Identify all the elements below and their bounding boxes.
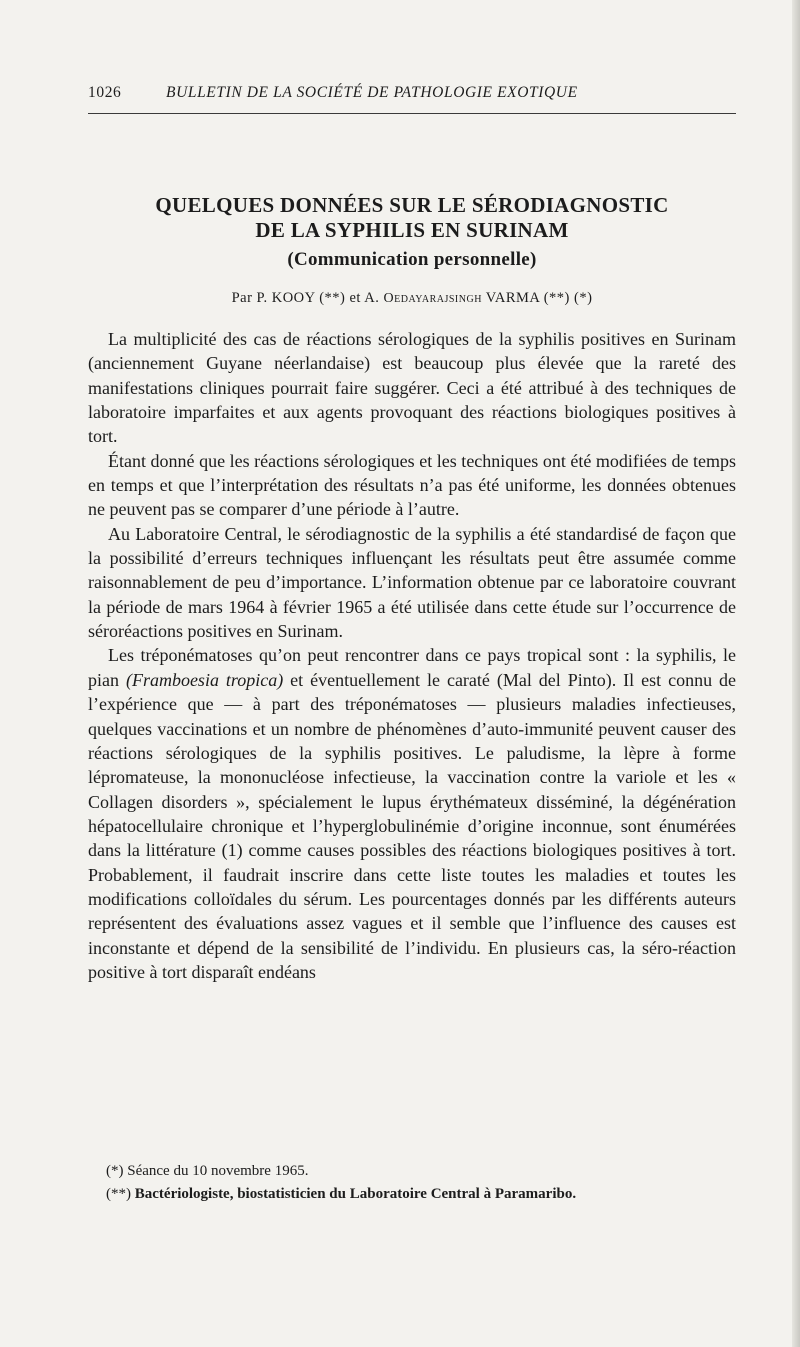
title-line-2: DE LA SYPHILIS EN SURINAM bbox=[255, 218, 569, 242]
header-rule bbox=[88, 113, 736, 114]
paragraph-1: La multiplicité des cas de réactions sérologiques de la syphilis positives en Surinam (anciennement Guyane néerlandaise) est beaucoup plus élevée que la rareté des manifestations cliniques pourrait faire suggérer. Ceci a été attribué à des techniques de laboratoire imparfaites et aux agents provoquant des réactions biologiques positives à tort. bbox=[88, 329, 736, 447]
footnote-2-text: Bactériologiste, biostatisticien du Laboratoire Central à Paramaribo. bbox=[134, 1186, 577, 1202]
paragraph-4-start: Les tréponématoses qu’on peut rencontrer dans ce pays tropical sont : la syphilis, le pian bbox=[88, 645, 736, 690]
article-title bbox=[88, 193, 736, 272]
footnote-1: (*) Séance du 10 novembre 1965. bbox=[106, 1163, 309, 1179]
paragraph-4-italic: (Framboesia tropica) bbox=[125, 669, 284, 690]
paragraph-4 bbox=[88, 643, 736, 984]
byline bbox=[88, 290, 736, 307]
paragraph-2: Étant donné que les réactions sérologiques et les techniques ont été modifiées de temps en temps et que l’interprétation des résultats n’a pas été uniforme, les données obtenues ne peuvent pas se comparer d’une période à l’autre. bbox=[88, 450, 736, 520]
page-number: 1026 bbox=[88, 84, 122, 101]
byline-small-caps: Oedayarajsingh bbox=[383, 291, 482, 306]
byline-authors: Par P. KOOY (**) et A. bbox=[231, 290, 384, 306]
paragraph-4-end: et éventuellement le caraté (Mal del Pinto). Il est connu de l’expérience que — à part des tréponématoses — plusieurs maladies infectieuses, quelques vaccinations et un nombre de phénomènes d’auto-immunité peuvent causer des réactions sérologiques de la syphilis positives. Le paludisme, la lèpre à forme lépromateuse, la mononucléose infectieuse, la vaccination contre la variole et les « Collagen disorders », spécialement le lupus érythémateux disséminé, la dégénération hépatocellulaire chronique et l’hyperglobulinémie d’origine inconnue, sont énumérées dans la littérature (1) comme causes possibles des réactions biologiques positives à tort. Probablement, il faudrait inscrire dans cette liste toutes les maladies et toutes les modifications colloïdales du sérum. Les pourcentages donnés par les différents auteurs représentent des évaluations assez vagues et il semble que l’influence des causes est inconstante et dépend de la sensibilité de l’individu. En plusieurs cas, la séro-réaction positive à tort disparaît endéans bbox=[88, 669, 737, 982]
article-body bbox=[88, 327, 736, 984]
journal-title: BULLETIN DE LA SOCIÉTÉ DE PATHOLOGIE EXOTIQUE bbox=[166, 84, 578, 101]
byline-rest: VARMA (**) (*) bbox=[481, 290, 593, 306]
running-head bbox=[88, 84, 736, 102]
footnote-2 bbox=[88, 1183, 736, 1206]
paragraph-3: Au Laboratoire Central, le sérodiagnostic de la syphilis a été standardisé de façon que la possibilité d’erreurs techniques influençant les résultats peut être assumée comme raisonnablement de peu d’importance. L’information obtenue par ce laboratoire couvrant la période de mars 1964 à février 1965 a été utilisée dans cette étude sur l’occurrence de séroréactions positives en Surinam. bbox=[88, 523, 736, 642]
page-edge bbox=[792, 0, 800, 1347]
footnote-2-marker: (**) bbox=[106, 1186, 135, 1202]
article-subtitle: (Communication personnelle) bbox=[287, 249, 537, 270]
title-line-1: QUELQUES DONNÉES SUR LE SÉRODIAGNOSTIC bbox=[155, 193, 669, 217]
footnotes bbox=[88, 1160, 736, 1206]
